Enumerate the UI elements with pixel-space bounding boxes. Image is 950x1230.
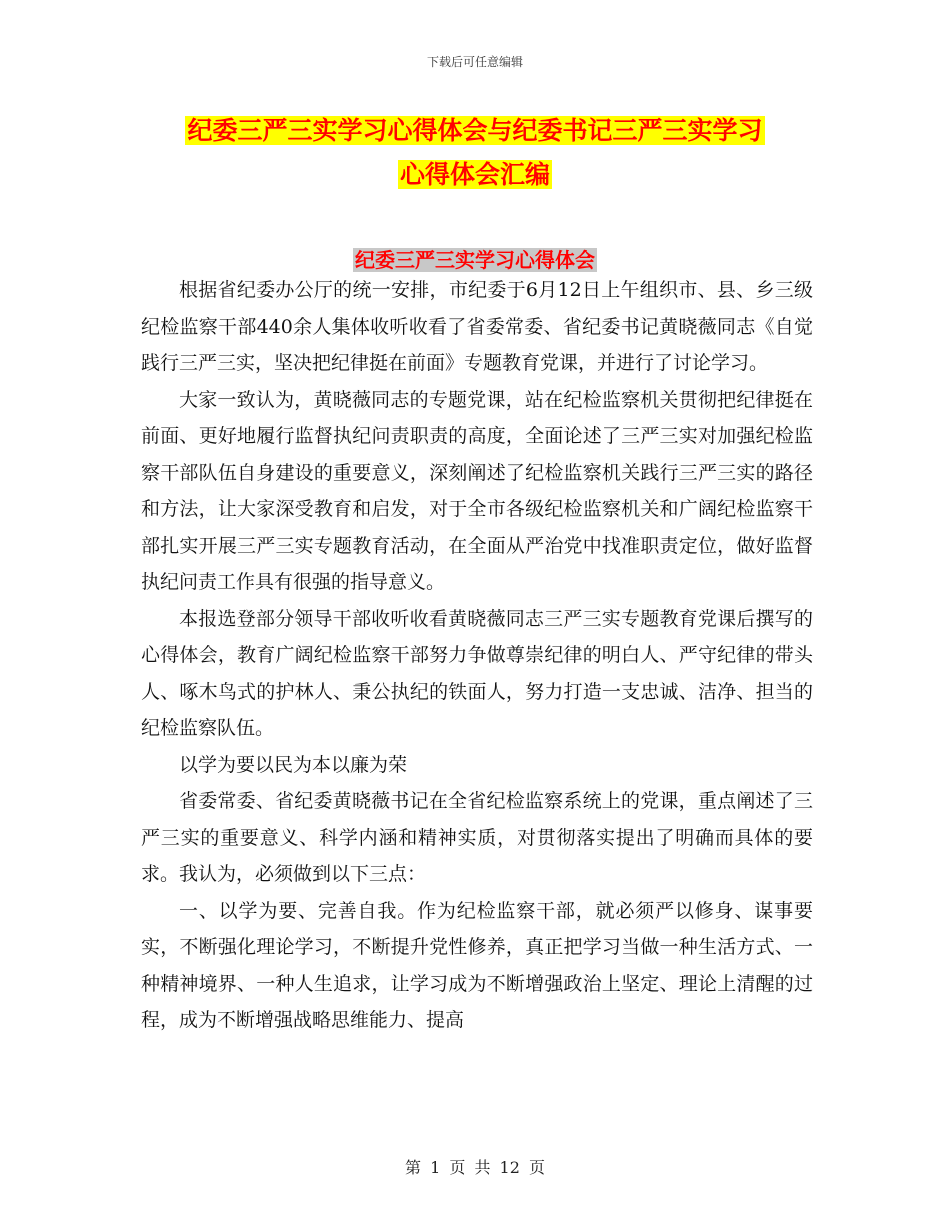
document-title-line-2-text: 心得体会汇编 [399,160,550,189]
document-title-line-1-text: 纪委三严三实学习心得体会与纪委书记三严三实学习 [187,116,763,145]
body-text [141,272,813,1039]
page-footer-number: 第 1 页 共 12 页 [405,1158,545,1177]
paragraph: 一、以学为要、完善自我。作为纪检监察干部，就必须严以修身、谋事要实，不断强化理论学习，不断提升党性修养，真正把学习当做一种生活方式、一种精神境界、一种人生追求，让学习成为不断增强政治上坚定、理论上清醒的过程，成为不断增强战略思维能力、提高 [141,899,813,1031]
paragraph: 本报选登部分领导干部收听收看黄晓薇同志三严三实专题教育党课后撰写的心得体会，教育广阔纪检监察干部努力争做尊崇纪律的明白人、严守纪律的带头人、啄木鸟式的护林人、秉公执纪的铁面人，努力打造一支忠诚、洁净、担当的纪检监察队伍。 [141,607,813,739]
subheading-paragraph: 以学为要以民为本以廉为荣 [179,753,408,776]
section-title [0,245,950,275]
document-title-line-1 [0,112,950,150]
paragraph: 省委常委、省纪委黄晓薇书记在全省纪检监察系统上的党课，重点阐述了三严三实的重要意义、科学内涵和精神实质，对贯彻落实提出了明确而具体的要求。我认为，必须做到以下三点： [141,790,813,885]
document-title-line-2 [0,156,950,194]
page-header-note: 下载后可任意编辑 [426,55,523,69]
paragraph: 大家一致认为，黄晓薇同志的专题党课，站在纪检监察机关贯彻把纪律挺在前面、更好地履行监督执纪问责职责的高度，全面论述了三严三实对加强纪检监察干部队伍自身建设的重要意义，深刻阐述了纪检监察机关践行三严三实的路径和方法，让大家深受教育和启发，对于全市各级纪检监察机关和广阔纪检监察干部扎实开展三严三实专题教育活动，在全面从严治党中找准职责定位，做好监督执纪问责工作具有很强的指导意义。 [141,388,813,593]
section-title-text: 纪委三严三实学习心得体会 [355,248,595,272]
paragraph: 根据省纪委办公厅的统一安排，市纪委于6月12日上午组织市、县、乡三级纪检监察干部440余人集体收听收看了省委常委、省纪委书记黄晓薇同志《自觉践行三严三实，坚决把纪律挺在前面》专题教育党课，并进行了讨论学习。 [141,279,813,374]
